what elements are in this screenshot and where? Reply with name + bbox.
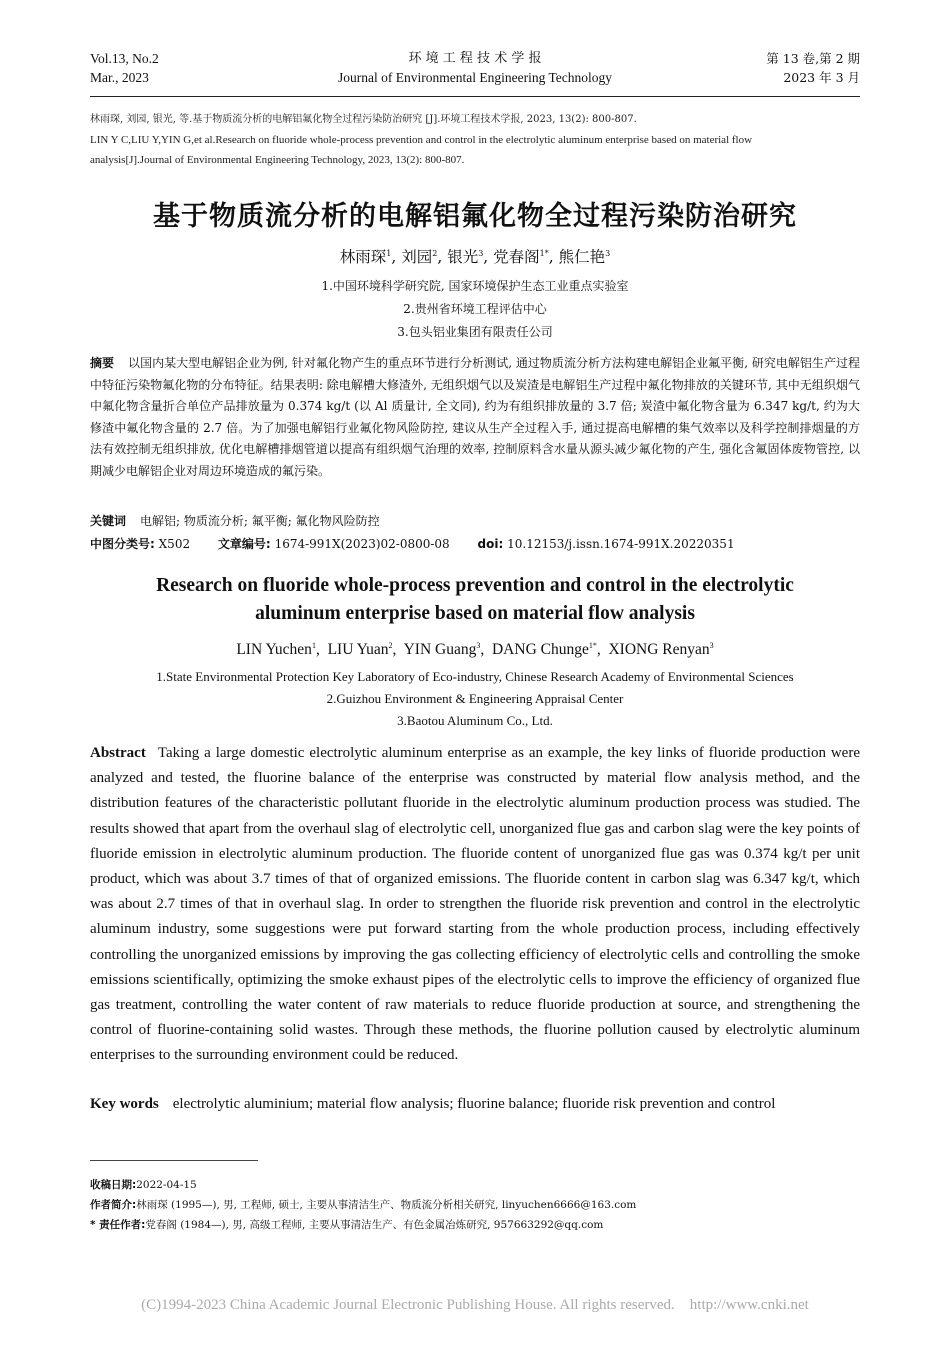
doi-label: doi: <box>477 537 504 551</box>
date-zh: 2023 年 3 月 <box>783 70 860 85</box>
keywords-en <box>90 1096 860 1113</box>
title-en-line1: Research on fluoride whole-process prevention and control in the electrolytic <box>156 575 794 596</box>
author-en: YIN Guang$^3$ <box>403 641 481 659</box>
authors-zh: 林雨琛$^1$, 刘园$^2$, 银光$^3$, 党春阁$^{1*}$, 熊仁艳$^3$ <box>339 248 611 266</box>
paper-title-zh: 基于物质流分析的电解铝氟化物全过程污染防治研究 <box>153 201 797 232</box>
clc-label: 中图分类号: <box>90 537 155 551</box>
header-rule <box>90 96 860 97</box>
affiliation-zh: 1.中国环境科学研究院, 国家环境保护生态工业重点实验室 <box>321 279 629 293</box>
copyright-footer: (C)1994-2023 China Academic Journal Electronic Publishing House. All rights reserved. http://www.cnki.net <box>141 1297 809 1313</box>
affiliation-zh: 3.包头铝业集团有限责任公司 <box>397 325 553 339</box>
keywords-zh-label: 关键词 <box>90 514 127 528</box>
vol-zh: 第 13 卷,第 2 期 <box>766 51 860 66</box>
issue-date: Mar., 2023 <box>90 70 149 85</box>
citation-block <box>90 110 860 170</box>
author-zh: 银光$^3$ <box>447 248 484 266</box>
clc-value: X502 <box>158 537 191 551</box>
author-en: LIU Yuan$^2$ <box>327 641 393 659</box>
author-en: DANG Chunge$^{1*}$ <box>491 641 597 659</box>
abstract-en <box>90 741 860 1069</box>
journal-name-en: Journal of Environmental Engineering Technology <box>338 70 612 85</box>
abstract-en-label: Abstract <box>90 745 146 761</box>
footnotes <box>90 1175 636 1235</box>
paper-title-en <box>90 572 860 628</box>
affiliation-zh: 2.贵州省环境工程评估中心 <box>403 302 547 316</box>
footnote-rule <box>90 1160 258 1161</box>
classification-line <box>90 535 735 552</box>
author-zh: 刘园$^2$ <box>401 248 438 266</box>
author-zh: 林雨琛$^1$ <box>339 248 392 266</box>
authors-en: LIN Yuchen$^1$, LIU Yuan$^2$, YIN Guang$^3$, DANG Chunge$^{1*}$, XIONG Renyan$^3$ <box>236 641 714 659</box>
abstract-zh-label: 摘要 <box>90 356 115 370</box>
author-zh: 熊仁艳$^3$ <box>558 248 611 266</box>
affiliations-zh <box>0 275 950 344</box>
received-date: 收稿日期:2022-04-15 <box>90 1179 197 1191</box>
affiliation-en: 2.Guizhou Environment & Engineering Appraisal Center <box>326 691 624 706</box>
affiliations-en <box>0 666 950 732</box>
journal-name-zh: 环 境 工 程 技 术 学 报 <box>408 51 542 66</box>
citation-zh: 林雨琛, 刘园, 银光, 等.基于物质流分析的电解铝氟化物全过程污染防治研究 [J].环境工程技术学报, 2023, 13(2): 800-807. <box>90 114 637 125</box>
keywords-en-label: Key words <box>90 1096 159 1112</box>
header-right <box>766 49 860 87</box>
abstract-zh <box>90 353 860 482</box>
title-en-line2: aluminum enterprise based on material flow analysis <box>255 603 695 624</box>
citation-en-line1: LIN Y C,LIU Y,YIN G,et al.Research on fluoride whole-process prevention and control in the electrolytic aluminum enterprise based on material flow <box>90 134 753 146</box>
doi-value[interactable]: 10.12153/j.issn.1674-991X.20220351 <box>507 537 735 551</box>
keywords-zh-text: 电解铝; 物质流分析; 氟平衡; 氟化物风险防控 <box>140 514 380 528</box>
abstract-en-text: Taking a large domestic electrolytic aluminum enterprise as an example, the key links of fluoride production were analyzed and tested, the fluorine balance of the enterprise was constructed by material flow analysis method, and the distribution features of the characteristic pollutant fluoride in the electrolytic aluminum production process was studied. The results showed that apart from the overhaul slag of electrolytic cell, unorganized flue gas and carbon slag were the key points of fluoride emission in electrolytic aluminum production. The fluoride content of unorganized flue gas was 0.374 kg/t per unit product, which was about 3.7 times of that of organized emissions. The fluoride content in carbon slag was 6.347 kg/t, which was about 2.7 times of that in overhaul slag. In order to strengthen the fluoride risk prevention and control in the electrolytic aluminum industry, some suggestions were put forward starting from the whole production process, including effectively controlling the unorganized emissions by improving the gas collecting efficiency of electrolytic cells and controlling the smoke emissions scientifically, optimizing the smoke exhaust pipes of the electrolytic cells to improve the efficiency of organized flue gas treatment, controlling the water content of raw materials to reduce fluoride production at source, and strengthening the control of fluorine-containing solid wastes. Through these methods, the fluorine pollution caused by electrolytic aluminum enterprises to the surrounding environment could be reduced. <box>90 745 860 1064</box>
corresponding-author: * 责任作者:党春阁 (1984—), 男, 高级工程师, 主要从事清洁生产、有色金属冶炼研究, 957663292@qq.com <box>90 1219 604 1231</box>
author-bio: 作者简介:林雨琛 (1995—), 男, 工程师, 硕士, 主要从事清洁生产、物质流分析相关研究, linyuchen6666@163.com <box>90 1199 637 1211</box>
article-number-label: 文章编号: <box>217 537 271 551</box>
keywords-zh <box>90 511 860 533</box>
article-number-value: 1674-991X(2023)02-0800-08 <box>274 537 450 551</box>
vol-issue: Vol.13, No.2 <box>90 51 159 66</box>
author-en: LIN Yuchen$^1$ <box>236 641 316 659</box>
author-en: XIONG Renyan$^3$ <box>608 641 714 659</box>
citation-en-line2: analysis[J].Journal of Environmental Engineering Technology, 2023, 13(2): 800-807. <box>90 154 465 166</box>
abstract-zh-text: 以国内某大型电解铝企业为例, 针对氟化物产生的重点环节进行分析测试, 通过物质流分析方法构建电解铝企业氟平衡, 研究电解铝生产过程中特征污染物氟化物的分布特征。结果表明: 除电解槽大修渣外, 无组织烟气以及炭渣是电解铝生产过程中氟化物排放的关键环节, 其中无组织烟气中氟化物含量折合单位产品排放量为 0.374 kg/t (以 Al 质量计, 全文同), 约为有组织排放量的 3.7 倍; 炭渣中氟化物含量为 6.347 kg/t, 约为大修渣中氟化物含量的 2.7 倍。为了加强电解铝行业氟化物风险防控, 建议从生产全过程入手, 通过提高电解槽的集气效率以及科学控制排烟量的方法有效控制无组织排放, 优化电解槽排烟管道以提高有组织烟气治理的效率, 控制原料含水量从源头减少氟化物的产生, 强化含氟固体废物管控, 以期减少电解铝企业对周边环境造成的氟污染。 <box>90 356 860 478</box>
affiliation-en: 3.Baotou Aluminum Co., Ltd. <box>397 713 553 728</box>
affiliation-en: 1.State Environmental Protection Key Laboratory of Eco-industry, Chinese Research Academy of Environmental Sciences <box>156 669 794 684</box>
author-zh: 党春阁$^{1*}$ <box>493 248 549 266</box>
keywords-en-text: electrolytic aluminium; material flow analysis; fluorine balance; fluoride risk prevention and control <box>172 1096 776 1112</box>
